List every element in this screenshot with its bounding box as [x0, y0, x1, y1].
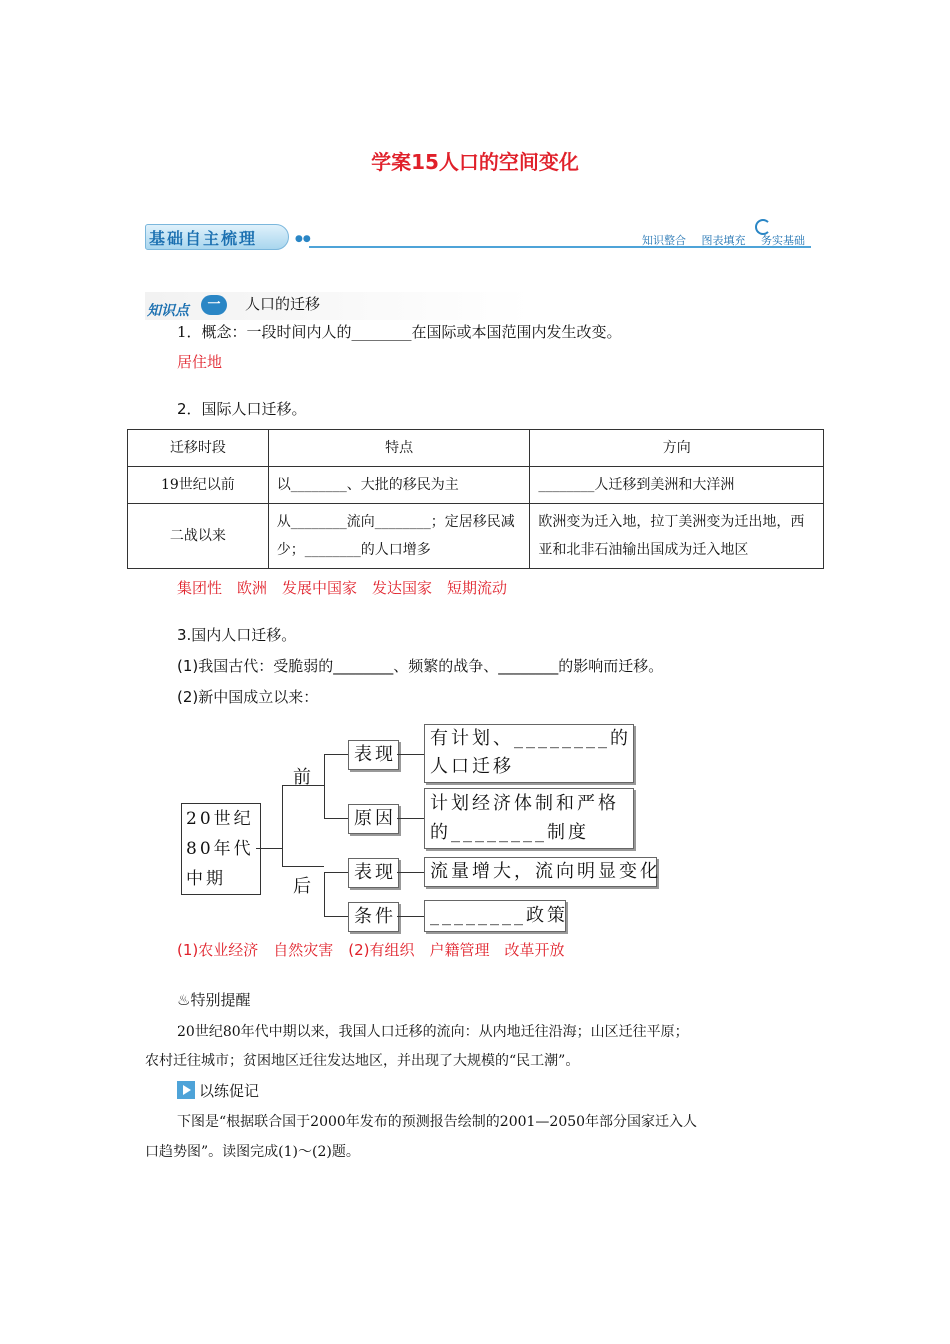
knowledge-point-header	[145, 292, 531, 320]
connector	[397, 916, 424, 917]
diagram-b1-text: 有计划、________的人口迁移	[424, 724, 634, 783]
diagram-a2-label: 条件	[348, 902, 399, 932]
banner-left-text: 基础自主梳理	[149, 229, 258, 248]
tip-icon: ♨	[177, 991, 191, 1009]
diagram-a2-text: ________政策	[424, 900, 566, 932]
q2-heading: 2．国际人口迁移。	[177, 400, 307, 418]
q1-text: 1．概念：一段时间内人的________在国际或本国范围内发生改变。	[177, 323, 622, 341]
q1-answer: 居住地	[177, 353, 223, 371]
q3-answer: (1)农业经济 自然灾害 (2)有组织 户籍管理 改革开放	[177, 941, 565, 959]
connector	[397, 754, 424, 755]
tip-text-line2: 农村迁往城市；贫困地区迁往发达地区，并出现了大规模的“民工潮”。	[145, 1053, 580, 1069]
practice-text-line2: 口趋势图”。读图完成(1)～(2)题。	[145, 1144, 360, 1160]
q3-heading: 3.国内人口迁移。	[177, 626, 297, 644]
knowledge-point-label: 知识点	[147, 303, 189, 319]
section-banner	[145, 224, 811, 250]
practice-text-line1: 下图是“根据联合国于2000年发布的预测报告绘制的2001—2050年部分国家迁入人	[177, 1114, 698, 1130]
table-cell-feature: 从________流向________；定居移民减少；________的人口增多	[268, 504, 530, 569]
diagram-a1-label: 表现	[348, 858, 399, 888]
connector	[397, 872, 424, 873]
connector	[324, 754, 348, 755]
table-cell-direction: 欧洲变为迁入地，拉丁美洲变为迁出地，西亚和北非石油输出国成为迁入地区	[530, 504, 824, 569]
connector	[324, 818, 348, 819]
table-header-cell: 方向	[530, 430, 824, 467]
tip-text-line1: 20世纪80年代中期以来，我国人口迁移的流向：从内地迁往沿海；山区迁往平原；	[177, 1024, 689, 1040]
banner-dots-icon: ●●	[295, 234, 311, 244]
diagram-after-label: 后	[293, 876, 311, 897]
tip-heading-text: 特别提醒	[190, 991, 251, 1009]
banner-right-text: 知识整合 图表填充 务实基础	[642, 234, 805, 247]
table-cell-feature: 以________、大批的移民为主	[268, 467, 530, 504]
diagram-before-label: 前	[293, 767, 311, 788]
table-row	[128, 467, 824, 504]
connector	[324, 916, 348, 917]
migration-table	[127, 429, 824, 569]
connector	[282, 785, 283, 867]
table-header-cell: 特点	[268, 430, 530, 467]
connector	[324, 754, 325, 818]
page-title: 学案15人口的空间变化	[371, 150, 579, 174]
table-header-cell: 迁移时段	[128, 430, 269, 467]
play-icon	[177, 1081, 195, 1099]
practice-heading-text: 以练促记	[199, 1082, 260, 1100]
knowledge-point-title: 人口的迁移	[245, 295, 321, 313]
q3-sub1: (1)我国古代：受脆弱的________、频繁的战争、________的影响而迁移。	[177, 657, 664, 675]
q3-sub2: (2)新中国成立以来：	[177, 688, 319, 706]
table-header-row	[128, 430, 824, 467]
connector	[282, 866, 324, 867]
diagram-b2-text: 计划经济体制和严格的________制度	[424, 788, 634, 849]
connector	[397, 818, 424, 819]
connector	[324, 872, 348, 873]
table-row	[128, 504, 824, 569]
practice-heading	[177, 1080, 259, 1101]
connector	[256, 848, 282, 849]
table-cell-period: 19世纪以前	[128, 467, 269, 504]
diagram-a1-text: 流量增大，流向明显变化	[424, 857, 657, 887]
diagram-root-box: 20世纪80年代中期	[181, 803, 261, 895]
connector	[324, 872, 325, 917]
table-cell-direction: ________人迁移到美洲和大洋洲	[530, 467, 824, 504]
knowledge-point-number: 一	[201, 295, 227, 315]
q2-answer: 集团性 欧洲 发展中国家 发达国家 短期流动	[177, 579, 508, 597]
diagram-b1-label: 表现	[348, 740, 399, 770]
table-cell-period: 二战以来	[128, 504, 269, 569]
special-tip-heading	[177, 989, 250, 1010]
diagram-b2-label: 原因	[348, 804, 399, 834]
